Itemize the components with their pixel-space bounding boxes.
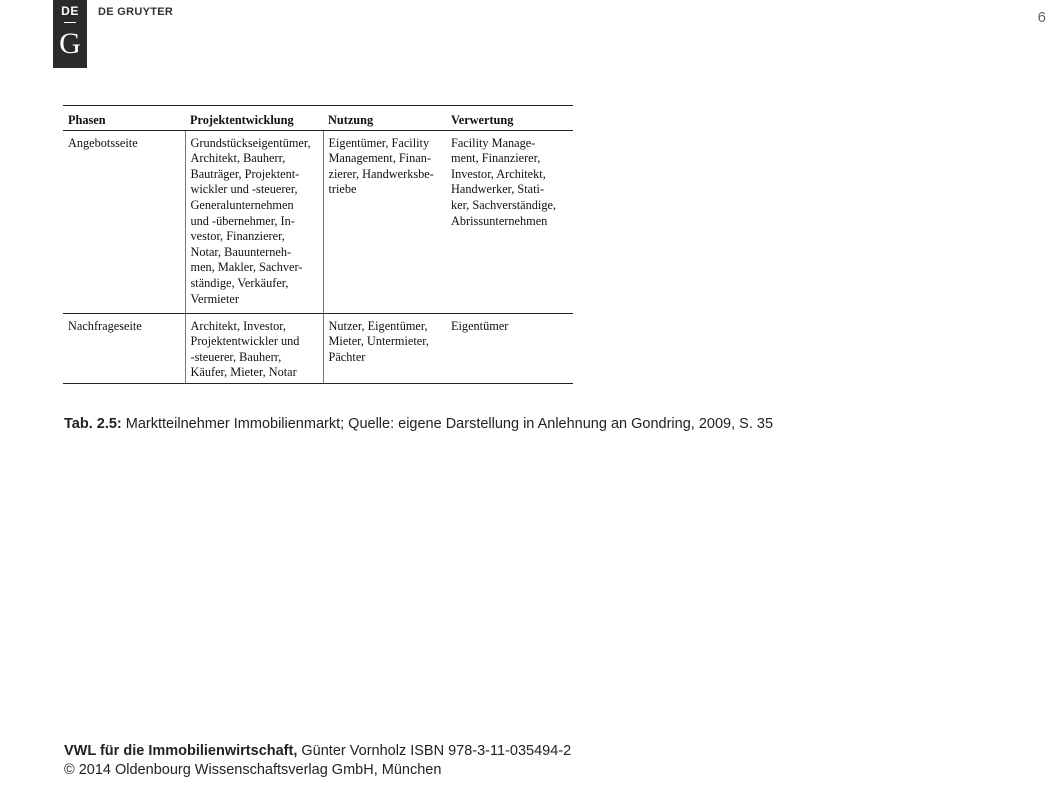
cell-line: Mieter, Untermieter, xyxy=(328,334,429,349)
publisher-logo xyxy=(53,0,87,68)
cell-line: Bauträger, Projektent- xyxy=(190,166,300,181)
table-row xyxy=(63,130,573,313)
cell-line: triebe xyxy=(328,182,357,197)
cell-line: ständige, Verkäufer, xyxy=(190,275,289,290)
cell-verwertung xyxy=(446,130,573,313)
cell-line: men, Makler, Sachver- xyxy=(190,260,303,275)
cell-projektentwicklung xyxy=(185,313,323,383)
cell-line: Architekt, Investor, xyxy=(190,318,286,333)
header-projektentwicklung: Projektentwicklung xyxy=(185,106,323,131)
cell-line: Vermieter xyxy=(190,291,239,306)
cell-phase: Angebotsseite xyxy=(63,130,185,313)
cell-line: Investor, Architekt, xyxy=(451,166,546,181)
cell-line: und -übernehmer, In- xyxy=(190,213,295,228)
page-number: 6 xyxy=(1037,9,1046,26)
footer xyxy=(64,742,571,780)
cell-line: Eigentümer xyxy=(451,318,509,333)
cell-line: -steuerer, Bauherr, xyxy=(190,349,282,364)
cell-line: Projektentwickler und xyxy=(190,334,300,349)
cell-nutzung xyxy=(323,130,446,313)
cell-line: Generalunternehmen xyxy=(190,197,294,212)
cell-line: wickler und -steuerer, xyxy=(190,182,298,197)
publisher-name: DE GRUYTER xyxy=(98,6,174,18)
cell-line: Käufer, Mieter, Notar xyxy=(190,365,297,380)
cell-projektentwicklung xyxy=(185,130,323,313)
cell-verwertung xyxy=(446,313,573,383)
cell-line: Grundstückseigentümer, xyxy=(190,135,311,150)
cell-line: zierer, Handwerksbe- xyxy=(328,166,434,181)
cell-line: Architekt, Bauherr, xyxy=(190,151,286,166)
cell-nutzung xyxy=(323,313,446,383)
cell-line: ment, Finanzierer, xyxy=(451,151,541,166)
logo-divider xyxy=(64,22,76,23)
header-nutzung: Nutzung xyxy=(323,106,446,131)
header-verwertung: Verwertung xyxy=(446,106,573,131)
header-phasen: Phasen xyxy=(63,106,185,131)
cell-line: ker, Sachverständige, xyxy=(451,197,557,212)
footer-copyright: © 2014 Oldenbourg Wissenschaftsverlag GmbH, München xyxy=(64,762,442,778)
cell-line: Handwerker, Stati- xyxy=(451,182,545,197)
logo-text-bottom: G xyxy=(59,27,81,60)
cell-line: Facility Manage- xyxy=(451,135,536,150)
caption-label: Tab. 2.5: xyxy=(64,416,122,432)
table-row xyxy=(63,313,573,383)
table-caption xyxy=(64,416,773,432)
cell-line: Nutzer, Eigentümer, xyxy=(328,318,428,333)
table-header-row xyxy=(63,106,573,131)
cell-line: Pächter xyxy=(328,349,366,364)
cell-line: Abrissunternehmen xyxy=(451,213,548,228)
book-info: Günter Vornholz ISBN 978-3-11-035494-2 xyxy=(297,743,572,759)
market-participants-table xyxy=(63,105,573,384)
logo-text-top: DE xyxy=(61,4,79,18)
book-title: VWL für die Immobilienwirtschaft, xyxy=(64,743,298,759)
cell-line: Management, Finan- xyxy=(328,151,431,166)
cell-line: Notar, Bauunterneh- xyxy=(190,244,292,259)
caption-text: Marktteilnehmer Immobilienmarkt; Quelle: eigene Darstellung in Anlehnung an Gondring, 2009, S. 35 xyxy=(121,416,774,432)
cell-line: vestor, Finanzierer, xyxy=(190,229,285,244)
cell-line: Eigentümer, Facility xyxy=(328,135,430,150)
cell-phase: Nachfrageseite xyxy=(63,313,185,383)
footer-citation xyxy=(64,742,571,761)
